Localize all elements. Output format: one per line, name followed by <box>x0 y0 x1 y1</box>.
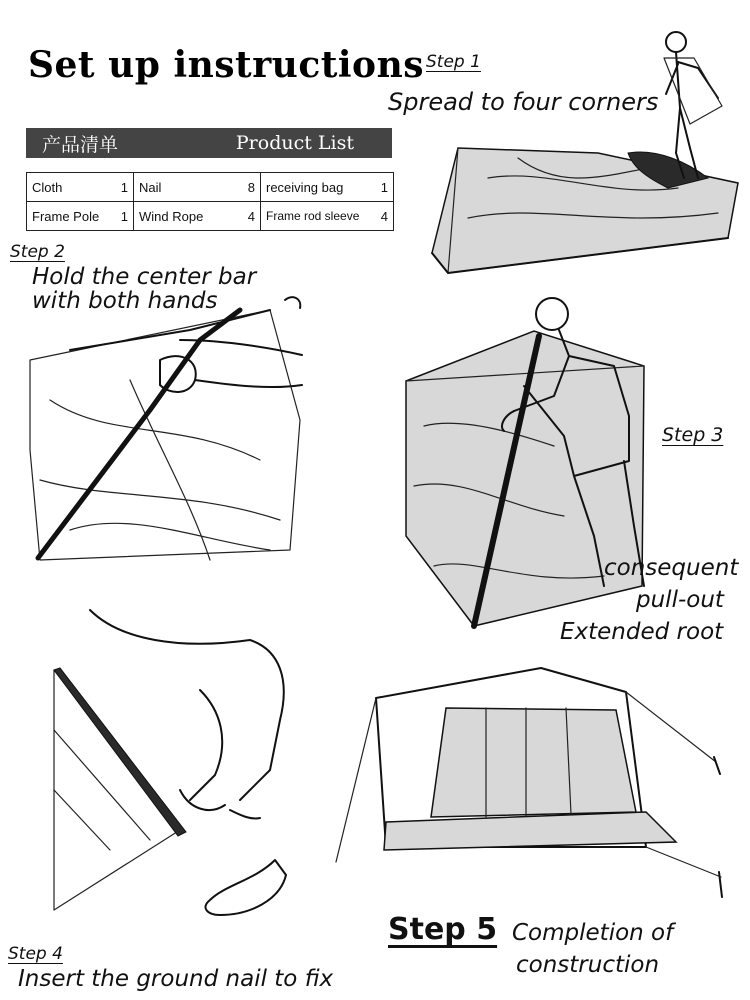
step2-caption-line2: with both hands <box>32 288 218 314</box>
item-qty: 1 <box>120 208 128 224</box>
item-name: Frame rod sleeve <box>266 209 360 223</box>
table-cell <box>261 202 394 231</box>
item-name: Wind Rope <box>139 208 204 224</box>
item-qty: 1 <box>380 179 388 195</box>
step5-caption-line2: construction <box>516 952 660 978</box>
item-qty: 4 <box>380 208 388 224</box>
page-title: Set up instructions <box>28 44 425 86</box>
item-name: Frame Pole <box>32 208 100 224</box>
step4-label: Step 4 <box>8 944 63 964</box>
step5-caption-line1: Completion of <box>512 920 674 946</box>
step2-label: Step 2 <box>10 242 65 262</box>
table-cell <box>261 173 394 202</box>
step1-caption: Spread to four corners <box>388 88 659 116</box>
step3-caption-line3: Extended root <box>560 619 724 645</box>
item-name: receiving bag <box>266 179 344 195</box>
item-qty: 8 <box>247 179 255 195</box>
step4-illustration <box>50 610 290 930</box>
step1-label: Step 1 <box>426 52 481 72</box>
table-row <box>27 173 394 202</box>
step1-illustration <box>428 28 743 278</box>
step3-caption-line1: consequent <box>604 555 739 581</box>
product-list-header-cn: 产品清单 <box>42 133 119 156</box>
item-name: Nail <box>139 179 162 195</box>
product-list-header <box>26 128 392 158</box>
step4-caption: Insert the ground nail to fix <box>18 966 334 992</box>
product-list-table <box>26 172 394 231</box>
step3-label: Step 3 <box>662 424 724 446</box>
step2-caption-line1: Hold the center bar <box>32 264 257 290</box>
table-cell <box>27 173 134 202</box>
step3-caption-line2: pull-out <box>636 587 724 613</box>
table-cell <box>134 173 261 202</box>
step5-illustration <box>336 662 732 902</box>
item-name: Cloth <box>32 179 63 195</box>
step2-illustration <box>30 300 302 572</box>
table-cell <box>27 202 134 231</box>
table-cell <box>134 202 261 231</box>
item-qty: 4 <box>247 208 255 224</box>
step5-label: Step 5 <box>388 912 498 947</box>
product-list-header-en: Product List <box>235 132 354 154</box>
table-row <box>27 202 394 231</box>
item-qty: 1 <box>120 179 128 195</box>
